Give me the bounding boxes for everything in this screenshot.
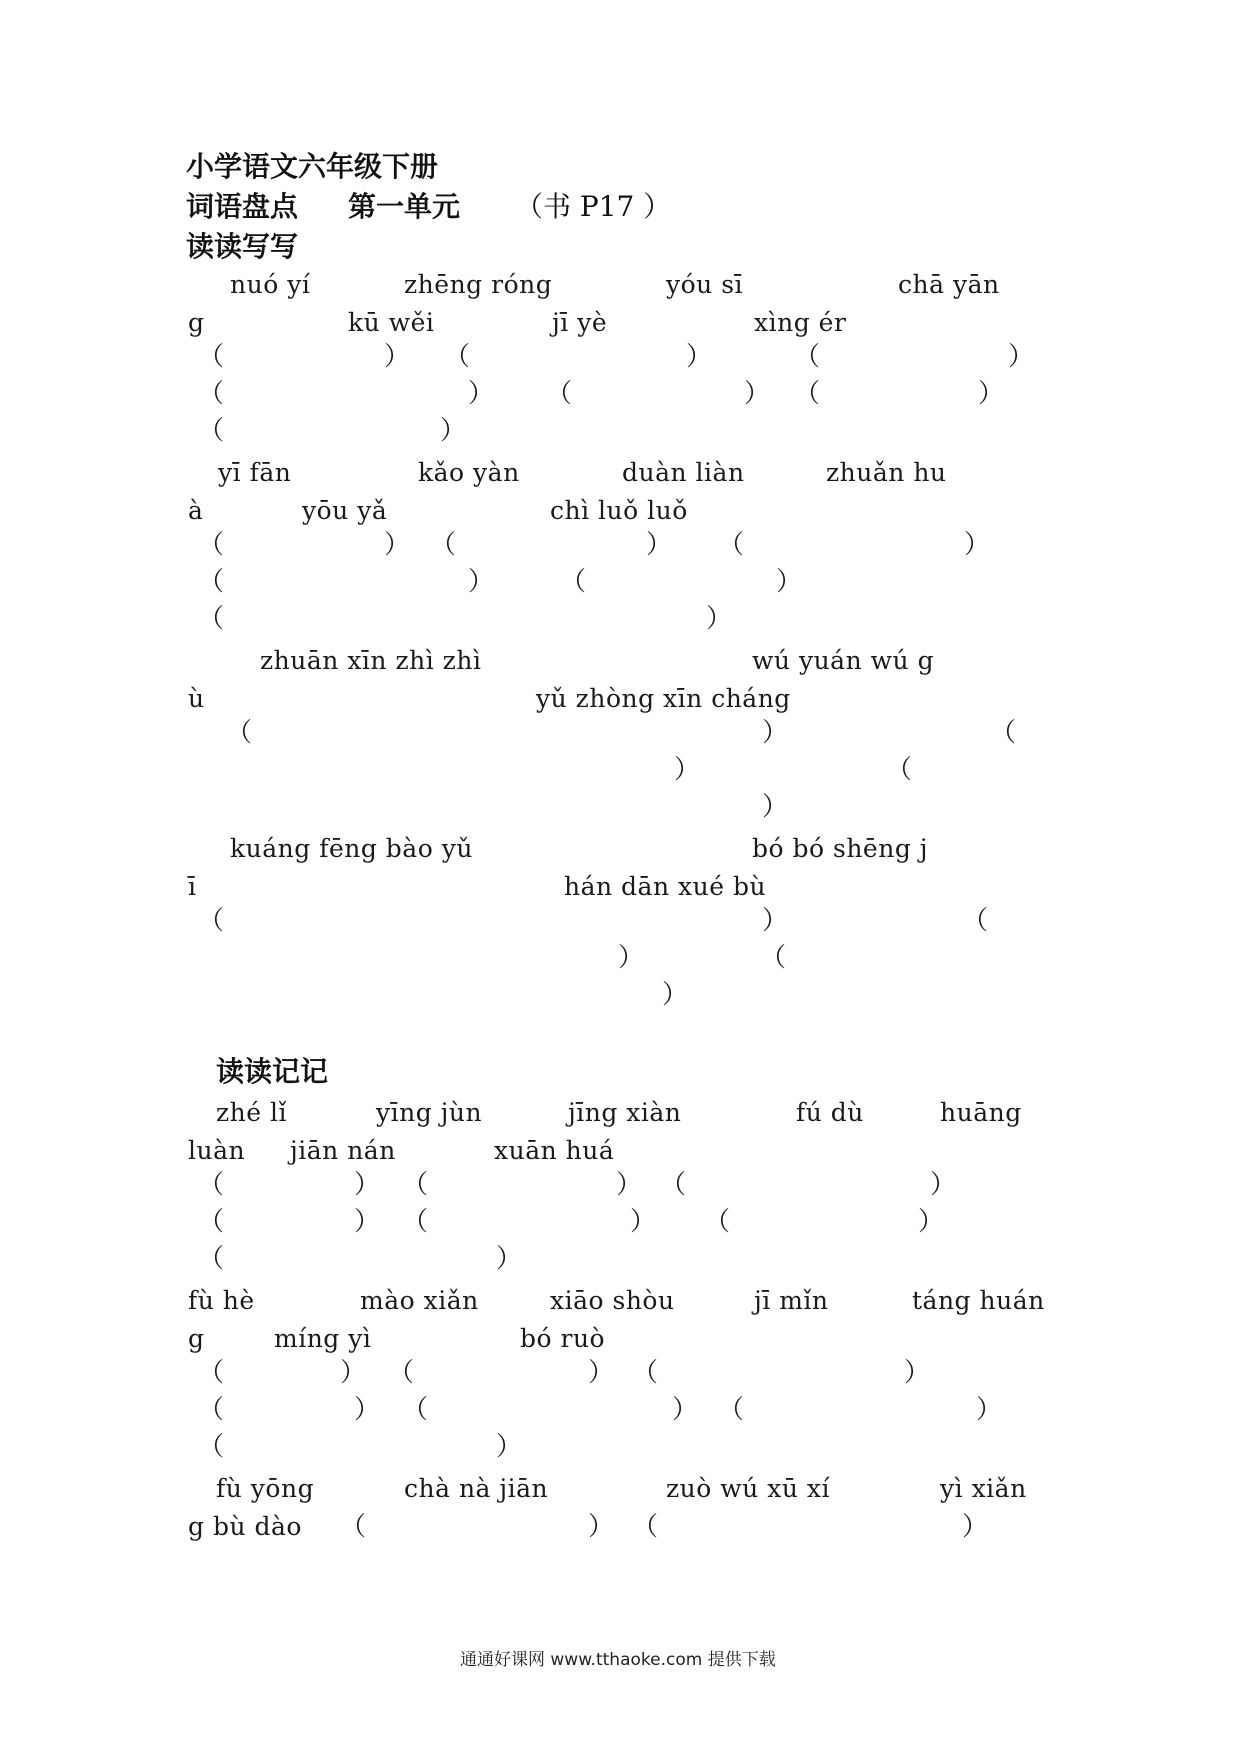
answer-bracket-close: ） xyxy=(962,1512,989,1542)
answer-bracket-open: （ xyxy=(660,1170,687,1200)
pinyin-item: jiān nán xyxy=(290,1136,396,1165)
answer-bracket-close: ） xyxy=(978,379,1005,409)
pinyin-item: zuò wú xū xí xyxy=(666,1474,830,1503)
answer-bracket-close: ） xyxy=(354,1207,381,1237)
pinyin-item: kǎo yàn xyxy=(418,458,520,487)
pinyin-item: bó bó shēng j xyxy=(752,834,929,863)
answer-bracket-close: ） xyxy=(630,1207,657,1237)
pinyin-item: mào xiǎn xyxy=(360,1286,479,1315)
pinyin-item: ù xyxy=(188,684,205,713)
answer-bracket-open: （ xyxy=(760,943,787,973)
answer-bracket-open: （ xyxy=(198,906,225,936)
pinyin-item: luàn xyxy=(188,1136,246,1165)
answer-bracket-open: （ xyxy=(198,1358,225,1388)
pinyin-item: xìng ér xyxy=(754,308,847,337)
answer-bracket-open: （ xyxy=(990,718,1017,748)
answer-bracket-close: ） xyxy=(354,1395,381,1425)
answer-bracket-close: ） xyxy=(496,1432,523,1462)
answer-bracket-close: ） xyxy=(762,718,789,748)
answer-bracket-open: （ xyxy=(198,416,225,446)
answer-bracket-open: （ xyxy=(198,1432,225,1462)
pinyin-item: xiāo shòu xyxy=(550,1286,675,1315)
answer-bracket-close: ） xyxy=(384,530,411,560)
pinyin-item: g xyxy=(188,308,205,337)
document-title: 小学语文六年级下册 xyxy=(186,150,439,183)
unit-label: 第一单元 xyxy=(348,190,461,223)
answer-bracket-close: ） xyxy=(662,980,689,1010)
answer-bracket-open: （ xyxy=(718,1395,745,1425)
answer-bracket-close: ） xyxy=(976,1395,1003,1425)
pinyin-item: chā yān xyxy=(898,270,1000,299)
answer-bracket-close: ） xyxy=(930,1170,957,1200)
page-reference: （书 P17 ） xyxy=(515,190,672,223)
answer-bracket-close: ） xyxy=(744,379,771,409)
section-heading-read-remember: 读读记记 xyxy=(216,1055,329,1088)
answer-bracket-close: ） xyxy=(1008,342,1035,372)
answer-bracket-close: ） xyxy=(762,906,789,936)
answer-bracket-open: （ xyxy=(198,604,225,634)
pinyin-item: fú dù xyxy=(796,1098,864,1127)
answer-bracket-close: ） xyxy=(616,1170,643,1200)
pinyin-item: zhuǎn hu xyxy=(826,458,947,487)
answer-bracket-open: （ xyxy=(444,342,471,372)
answer-bracket-close: ） xyxy=(468,379,495,409)
answer-bracket-open: （ xyxy=(886,755,913,785)
answer-bracket-close: ） xyxy=(588,1512,615,1542)
answer-bracket-open: （ xyxy=(198,567,225,597)
answer-bracket-close: ） xyxy=(588,1358,615,1388)
answer-bracket-open: （ xyxy=(704,1207,731,1237)
answer-bracket-open: （ xyxy=(632,1512,659,1542)
pinyin-item: hán dān xué bù xyxy=(564,872,767,901)
answer-bracket-open: （ xyxy=(198,1244,225,1274)
answer-bracket-close: ） xyxy=(354,1170,381,1200)
pinyin-item: jīng xiàn xyxy=(568,1098,682,1127)
pinyin-item: à xyxy=(188,496,204,525)
answer-bracket-open: （ xyxy=(794,379,821,409)
pinyin-item: huāng xyxy=(940,1098,1022,1127)
pinyin-item: míng yì xyxy=(274,1324,372,1353)
section-heading-read-write: 读读写写 xyxy=(186,230,299,263)
answer-bracket-close: ） xyxy=(440,416,467,446)
answer-bracket-open: （ xyxy=(430,530,457,560)
pinyin-item: zhuān xīn zhì zhì xyxy=(260,646,482,675)
answer-bracket-close: ） xyxy=(646,530,673,560)
pinyin-item: yīng jùn xyxy=(376,1098,483,1127)
answer-bracket-close: ） xyxy=(686,342,713,372)
answer-bracket-open: （ xyxy=(340,1512,367,1542)
answer-bracket-open: （ xyxy=(718,530,745,560)
pinyin-item: yī fān xyxy=(218,458,292,487)
answer-bracket-open: （ xyxy=(402,1170,429,1200)
answer-bracket-close: ） xyxy=(706,604,733,634)
answer-bracket-open: （ xyxy=(388,1358,415,1388)
answer-bracket-open: （ xyxy=(402,1395,429,1425)
answer-bracket-close: ） xyxy=(762,792,789,822)
answer-bracket-close: ） xyxy=(904,1358,931,1388)
pinyin-item: yì xiǎn xyxy=(940,1474,1027,1503)
pinyin-item: g bù dào xyxy=(188,1512,302,1541)
answer-bracket-open: （ xyxy=(198,379,225,409)
pinyin-item: wú yuán wú g xyxy=(752,646,935,675)
answer-bracket-open: （ xyxy=(794,342,821,372)
pinyin-item: kuáng fēng bào yǔ xyxy=(230,834,473,863)
answer-bracket-open: （ xyxy=(226,718,253,748)
pinyin-item: zhēng róng xyxy=(404,270,553,299)
answer-bracket-close: ） xyxy=(496,1244,523,1274)
answer-bracket-open: （ xyxy=(962,906,989,936)
answer-bracket-close: ） xyxy=(468,567,495,597)
answer-bracket-close: ） xyxy=(964,530,991,560)
answer-bracket-open: （ xyxy=(632,1358,659,1388)
answer-bracket-open: （ xyxy=(198,342,225,372)
pinyin-item: chà nà jiān xyxy=(404,1474,549,1503)
answer-bracket-open: （ xyxy=(198,1170,225,1200)
answer-bracket-open: （ xyxy=(198,530,225,560)
pinyin-item: jī mǐn xyxy=(754,1286,829,1315)
answer-bracket-open: （ xyxy=(546,379,573,409)
pinyin-item: chì luǒ luǒ xyxy=(550,496,688,525)
pinyin-item: yōu yǎ xyxy=(302,496,388,525)
answer-bracket-close: ） xyxy=(776,567,803,597)
answer-bracket-open: （ xyxy=(402,1207,429,1237)
pinyin-item: g xyxy=(188,1324,205,1353)
pinyin-item: yǔ zhòng xīn cháng xyxy=(536,684,791,713)
answer-bracket-close: ） xyxy=(918,1207,945,1237)
footer-download-note: 通通好课网 www.tthaoke.com 提供下载 xyxy=(460,1650,776,1670)
pinyin-item: nuó yí xyxy=(230,270,311,299)
answer-bracket-open: （ xyxy=(198,1395,225,1425)
answer-bracket-close: ） xyxy=(618,943,645,973)
pinyin-item: duàn liàn xyxy=(622,458,745,487)
pinyin-item: zhé lǐ xyxy=(216,1098,288,1127)
answer-bracket-close: ） xyxy=(672,1395,699,1425)
pinyin-item: yóu sī xyxy=(666,270,744,299)
answer-bracket-close: ） xyxy=(674,755,701,785)
pinyin-item: fù hè xyxy=(188,1286,255,1315)
pinyin-item: bó ruò xyxy=(520,1324,606,1353)
answer-bracket-close: ） xyxy=(340,1358,367,1388)
answer-bracket-open: （ xyxy=(198,1207,225,1237)
answer-bracket-open: （ xyxy=(560,567,587,597)
pinyin-item: jī yè xyxy=(552,308,608,337)
vocab-review-label: 词语盘点 xyxy=(186,190,299,223)
pinyin-item: xuān huá xyxy=(494,1136,615,1165)
answer-bracket-close: ） xyxy=(384,342,411,372)
pinyin-item: fù yōng xyxy=(216,1474,315,1503)
pinyin-item: táng huán xyxy=(912,1286,1045,1315)
pinyin-item: kū wěi xyxy=(348,308,435,337)
pinyin-item: ī xyxy=(188,872,197,901)
